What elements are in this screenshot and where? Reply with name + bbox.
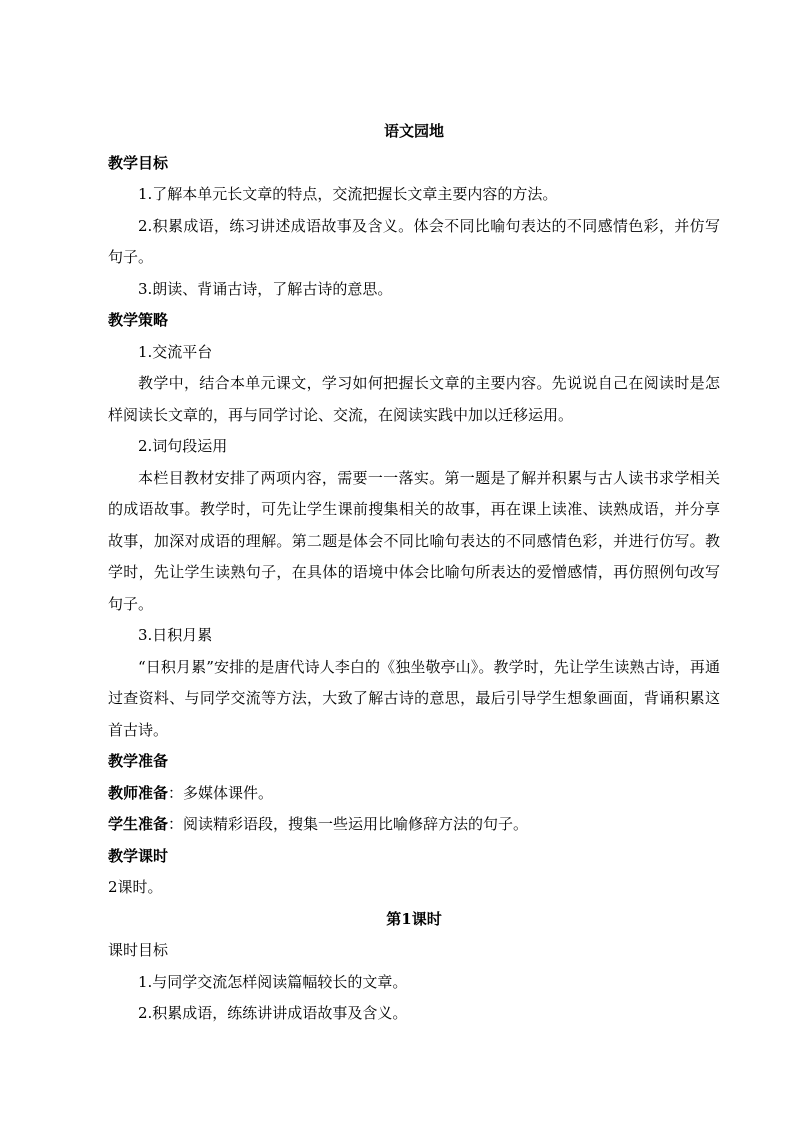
strategy-3-text: “日积月累”安排的是唐代诗人李白的《独坐敬亭山》。教学时，先让学生读熟古诗，再通过查资料、与同学交流等方法，大致了解古诗的意思，最后引导学生想象画面，背诵积累这首古诗。 — [108, 657, 720, 739]
lesson-goals-heading: 课时目标 — [108, 941, 169, 959]
prep-heading: 教学准备 — [108, 752, 169, 770]
student-prep-label: 学生准备 — [108, 815, 169, 833]
document-page — [108, 116, 720, 1030]
lesson-goal-item-2: 2.积累成语，练练讲讲成语故事及含义。 — [138, 1004, 408, 1022]
hours-text: 2课时。 — [108, 878, 163, 896]
student-prep-text: ：阅读精彩语段，搜集一些运用比喻修辞方法的句子。 — [168, 815, 529, 833]
strategy-heading: 教学策略 — [108, 311, 169, 329]
student-prep — [108, 809, 720, 841]
goals-heading: 教学目标 — [108, 153, 169, 172]
strategy-2-title: 2.词句段运用 — [138, 437, 228, 455]
strategy-1-title: 1.交流平台 — [138, 342, 213, 361]
teacher-prep-label: 教师准备 — [108, 783, 169, 802]
teacher-prep-text: ：多媒体课件。 — [168, 783, 274, 802]
lesson-title: 第1课时 — [386, 909, 442, 928]
strategy-1-text: 教学中，结合本单元课文，学习如何把握长文章的主要内容。先说说自己在阅读时是怎样阅读长文章的，再与同学讨论、交流，在阅读实践中加以迁移运用。 — [108, 374, 720, 424]
teacher-prep — [108, 778, 720, 810]
hours-heading: 教学课时 — [108, 846, 169, 865]
strategy-3-title: 3.日积月累 — [138, 626, 213, 644]
goal-item-3: 3.朗读、背诵古诗，了解古诗的意思。 — [138, 279, 393, 298]
goal-item-2: 2.积累成语，练习讲述成语故事及含义。体会不同比喻句表达的不同感情色彩，并仿写句子。 — [108, 216, 720, 266]
goal-item-1: 1.了解本单元长文章的特点，交流把握长文章主要内容的方法。 — [138, 185, 558, 203]
strategy-2-text: 本栏目教材安排了两项内容，需要一一落实。第一题是了解并积累与古人读书求学相关的成语故事。教学时，可先让学生课前搜集相关的故事，再在课上读准、读熟成语，并分享故事，加深对成语的理解。第二题是体会不同比喻句表达的不同感情色彩，并进行仿写。教学时，先让学生读熟句子，在具体的语境中体会比喻句所表达的爱憎感情，再仿照例句改写句子。 — [108, 468, 720, 613]
lesson-goal-item-1: 1.与同学交流怎样阅读篇幅较长的文章。 — [138, 972, 408, 991]
document-title: 语文园地 — [383, 122, 444, 140]
